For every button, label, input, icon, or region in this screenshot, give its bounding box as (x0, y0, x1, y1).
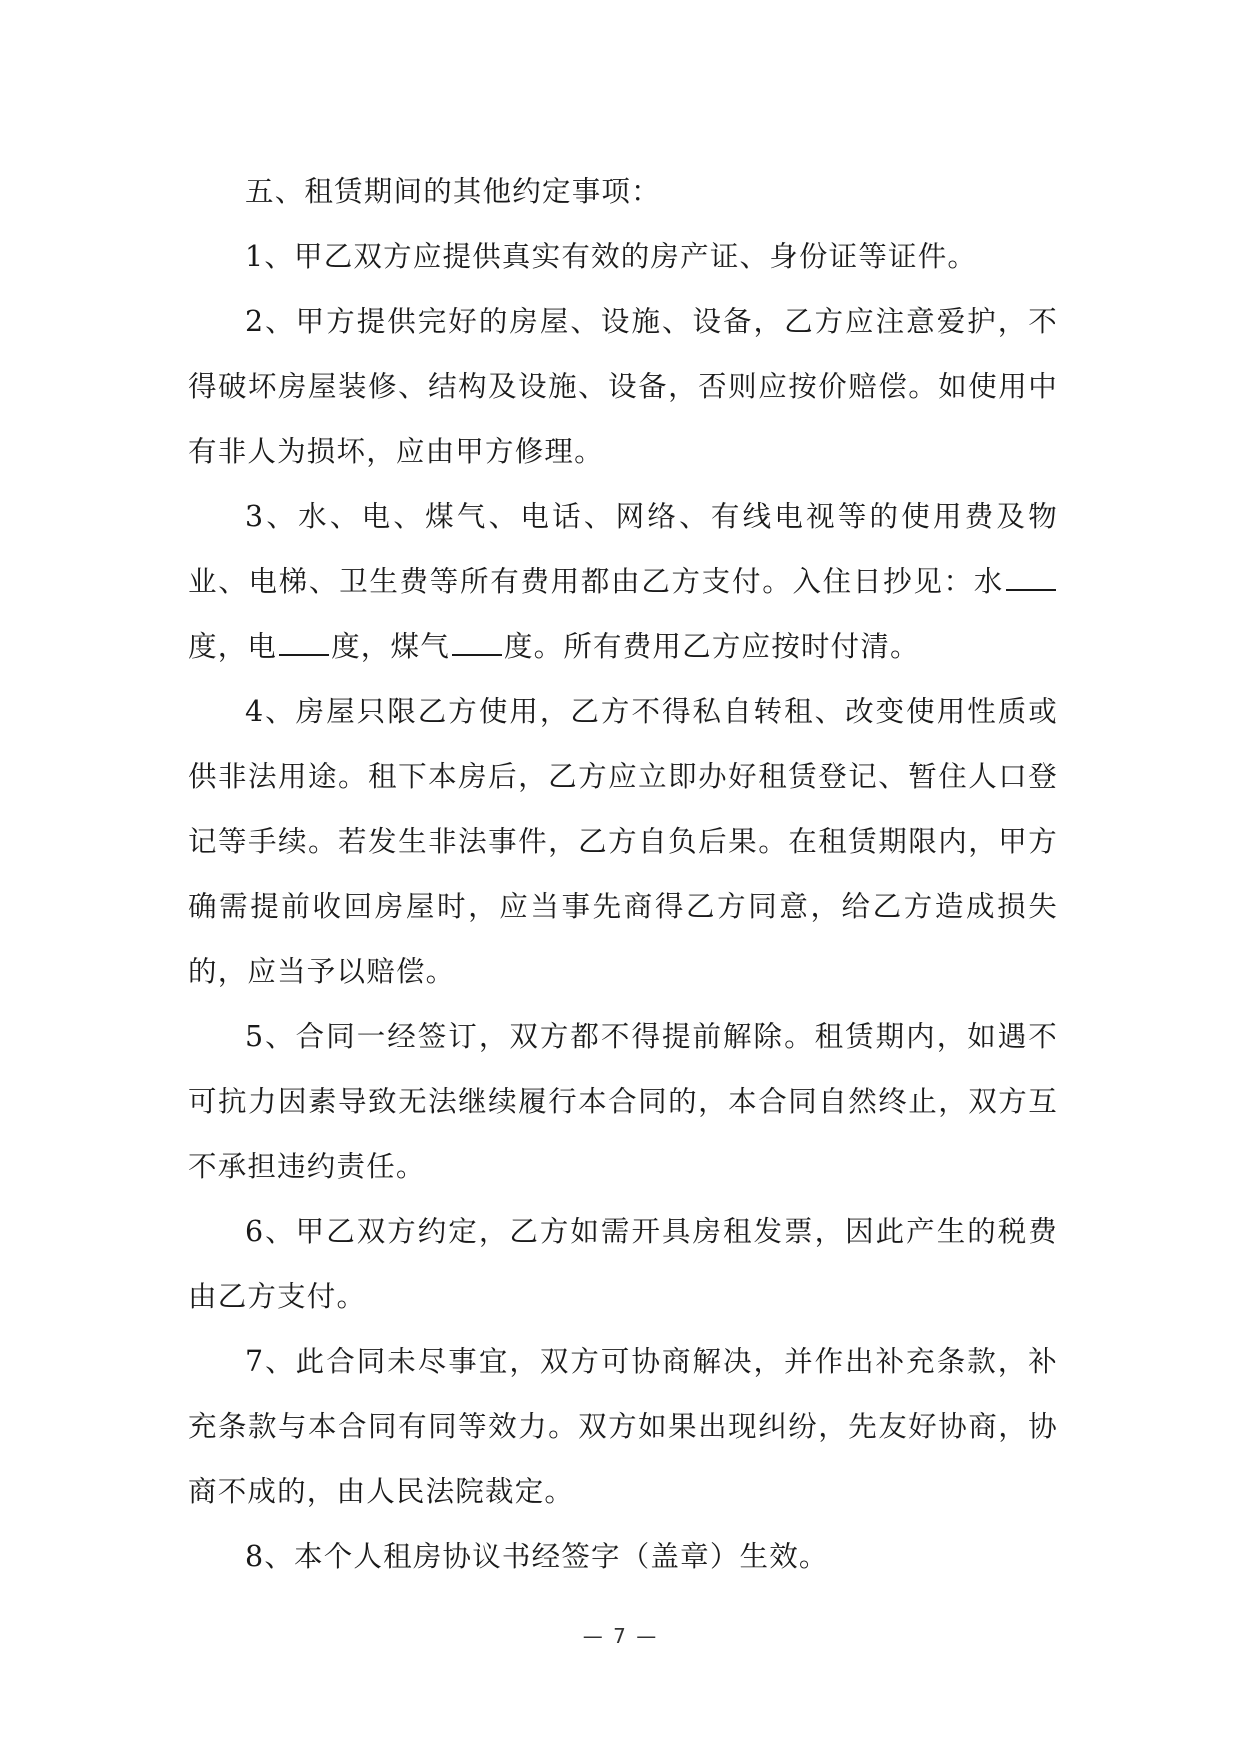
clause-7: 7、此合同未尽事宜，双方可协商解决，并作出补充条款，补充条款与本合同有同等效力。双方如果出现纠纷，先友好协商，协商不成的，由人民法院裁定。 (188, 1345, 1058, 1508)
document-body (188, 159, 1058, 1589)
page-number: — 7 — (582, 1624, 659, 1648)
clause-3-text-d: 度。所有费用乙方应按时付清。 (503, 630, 920, 663)
clause-1: 1、甲乙双方应提供真实有效的房产证、身份证等证件。 (245, 240, 978, 273)
clause-3-text-c: 度，煤气 (331, 630, 450, 663)
clause-6: 6、甲乙双方约定，乙方如需开具房租发票，因此产生的税费由乙方支付。 (188, 1215, 1058, 1313)
gas-reading-blank (452, 630, 502, 656)
water-reading-blank (1006, 565, 1056, 591)
clause-3 (188, 484, 1058, 679)
electricity-reading-blank (279, 630, 329, 656)
clause-8: 8、本个人租房协议书经签字（盖章）生效。 (245, 1540, 829, 1573)
clause-3-text-b: 度，电 (188, 630, 278, 663)
clause-2: 2、甲方提供完好的房屋、设施、设备，乙方应注意爱护，不得破坏房屋装修、结构及设施、设备，否则应按价赔偿。如使用中有非人为损坏，应由甲方修理。 (188, 305, 1058, 468)
section-heading: 五、租赁期间的其他约定事项： (245, 175, 661, 208)
clause-4: 4、房屋只限乙方使用，乙方不得私自转租、改变使用性质或供非法用途。租下本房后，乙方应立即办好租赁登记、暂住人口登记等手续。若发生非法事件，乙方自负后果。在租赁期限内，甲方确需提前收回房屋时，应当事先商得乙方同意，给乙方造成损失的，应当予以赔偿。 (188, 695, 1058, 988)
clause-5: 5、合同一经签订，双方都不得提前解除。租赁期内，如遇不可抗力因素导致无法继续履行本合同的，本合同自然终止，双方互不承担违约责任。 (188, 1020, 1058, 1183)
clause-3-text-a: 3、水、电、煤气、电话、网络、有线电视等的使用费及物业、电梯、卫生费等所有费用都由乙方支付。入住日抄见：水 (188, 500, 1058, 598)
